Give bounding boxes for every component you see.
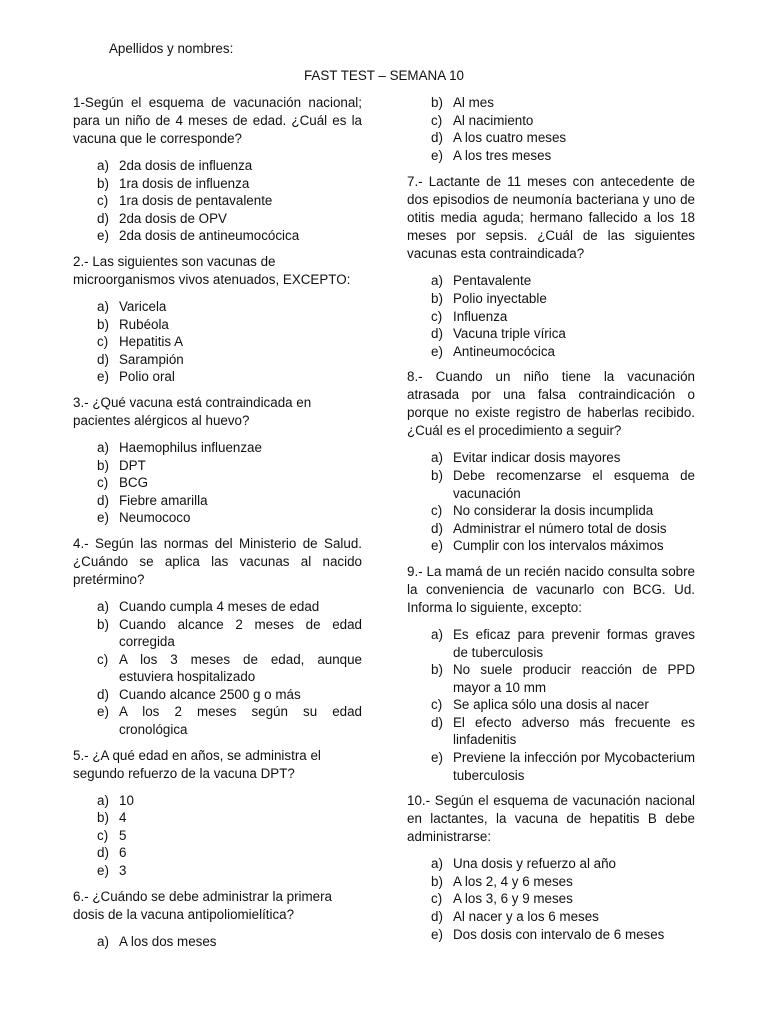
question-text: 5.- ¿A qué edad en años, se administra el segundo refuerzo de la vacuna DPT? <box>73 747 321 781</box>
option <box>407 661 695 696</box>
option-text: Cuando alcance 2500 g o más <box>119 686 301 702</box>
option-text: Evitar indicar dosis mayores <box>453 450 621 466</box>
option <box>73 333 362 351</box>
option-text: A los 3, 6 y 9 meses <box>453 891 573 907</box>
option-text: 3 <box>119 863 127 879</box>
option-letter: d) <box>431 714 443 730</box>
option-letter: d) <box>97 845 109 861</box>
option-text: Es eficaz para prevenir formas graves de tuberculosis <box>453 626 695 660</box>
option-text: 2da dosis de antineumocócica <box>119 228 300 244</box>
option-letter: c) <box>431 503 443 519</box>
option <box>73 651 362 686</box>
option-text: Vacuna triple vírica <box>453 326 566 342</box>
question-4 <box>73 535 362 739</box>
option-letter: c) <box>97 827 109 843</box>
option-letter: b) <box>431 290 443 306</box>
left-column <box>73 94 362 958</box>
option-letter: e) <box>431 538 443 554</box>
option-letter: d) <box>97 351 109 367</box>
option <box>73 686 362 704</box>
question-text: 1-Según el esquema de vacunación nacional; para un niño de 4 meses de edad. ¿Cuál es la vacuna que le corresponde? <box>73 95 362 146</box>
options-list <box>407 855 695 943</box>
option-text: 5 <box>119 827 127 843</box>
option <box>73 298 362 316</box>
option-letter: e) <box>97 863 109 879</box>
option-letter: e) <box>431 147 443 163</box>
option-letter: d) <box>97 492 109 508</box>
option-letter: a) <box>431 273 443 289</box>
option <box>407 714 695 749</box>
option-text: Polio oral <box>119 369 175 385</box>
option <box>407 129 695 147</box>
option <box>407 855 695 873</box>
option-text: Sarampión <box>119 351 184 367</box>
option-text: Antineumocócica <box>453 343 555 359</box>
option-text: Neumococo <box>119 510 191 526</box>
option-text: A los 2, 4 y 6 meses <box>453 873 573 889</box>
option-letter: c) <box>431 697 443 713</box>
option <box>73 368 362 386</box>
option-letter: a) <box>431 856 443 872</box>
page-title: FAST TEST – SEMANA 10 <box>303 68 464 83</box>
option-text: 1ra dosis de influenza <box>119 175 250 191</box>
option-letter: e) <box>97 369 109 385</box>
option-letter: c) <box>431 308 443 324</box>
options-list <box>73 933 362 951</box>
option-letter: d) <box>97 686 109 702</box>
option <box>73 439 362 457</box>
option-text: Pentavalente <box>453 273 532 289</box>
question-8 <box>407 368 695 555</box>
option-letter: b) <box>431 662 443 678</box>
option <box>407 696 695 714</box>
option-text: 2da dosis de influenza <box>119 158 253 173</box>
options-list <box>407 94 695 164</box>
option-letter: b) <box>97 175 109 191</box>
option-text: Administrar el número total de dosis <box>453 520 667 536</box>
option <box>407 290 695 308</box>
option <box>407 467 695 502</box>
option-letter: c) <box>97 651 109 667</box>
option-text: Previene la infección por Mycobacterium tuberculosis <box>453 750 695 783</box>
option-text: Se aplica sólo una dosis al nacer <box>453 697 649 713</box>
option-letter: d) <box>97 210 109 226</box>
option <box>73 492 362 510</box>
question-2 <box>73 253 362 386</box>
option <box>73 844 362 862</box>
question-text: 4.- Según las normas del Ministerio de Salud. ¿Cuándo se aplica las vacunas al nacido pretérmino? <box>73 535 362 587</box>
option-letter: a) <box>431 626 443 642</box>
options-list <box>407 626 695 784</box>
question-6 <box>73 888 362 951</box>
option-letter: a) <box>97 298 109 314</box>
option <box>407 94 695 112</box>
option-letter: a) <box>431 450 443 466</box>
option-letter: c) <box>431 891 443 907</box>
right-column <box>407 94 695 951</box>
option-text: 4 <box>119 810 127 826</box>
option <box>73 157 362 175</box>
option <box>407 502 695 520</box>
option-text: Al mes <box>453 95 494 110</box>
options-list <box>407 272 695 360</box>
question-text: 10.- Según el esquema de vacunación nacional en lactantes, la vacuna de hepatitis B debe administrarse: <box>407 793 695 845</box>
option <box>73 792 362 810</box>
option-letter: c) <box>97 475 109 491</box>
option <box>73 192 362 210</box>
option-text: El efecto adverso más frecuente es linfadenitis <box>453 714 695 748</box>
option <box>73 227 362 245</box>
question-10 <box>407 792 695 943</box>
option <box>407 926 695 944</box>
option-text: Haemophilus influenzae <box>119 439 262 455</box>
option <box>407 537 695 555</box>
option-letter: d) <box>431 326 443 342</box>
option <box>407 520 695 538</box>
options-list <box>73 439 362 527</box>
option <box>407 449 695 467</box>
option <box>407 890 695 908</box>
option-letter: a) <box>97 933 109 949</box>
option <box>407 873 695 891</box>
option-text: BCG <box>119 475 149 491</box>
question-text: 7.- Lactante de 11 meses con antecedente de dos episodios de neumonía bacteriana y uno de otitis media aguda; hermano fallecido a los 18 meses por sepsis. ¿Cuál de las siguientes vacunas esta contraindicada? <box>407 174 695 262</box>
option-text: A los dos meses <box>119 933 217 949</box>
options-list <box>73 792 362 880</box>
option-text: A los 2 meses según su edad cronológica <box>119 704 362 738</box>
option-text: 6 <box>119 845 127 861</box>
option-letter: b) <box>97 810 109 826</box>
option-text: No considerar la dosis incumplida <box>453 503 654 519</box>
option <box>407 112 695 130</box>
option-text: Cumplir con los intervalos máximos <box>453 538 664 554</box>
option <box>73 509 362 527</box>
option <box>73 175 362 193</box>
option-letter: d) <box>431 130 443 146</box>
option-text: Rubéola <box>119 316 169 332</box>
option-letter: c) <box>431 112 443 128</box>
option <box>73 933 362 951</box>
option <box>73 210 362 228</box>
option-letter: c) <box>97 193 109 209</box>
option-text: No suele producir reacción de PPD mayor a 10 mm <box>453 662 695 695</box>
option <box>407 908 695 926</box>
option-letter: a) <box>97 158 109 173</box>
option <box>73 474 362 492</box>
option <box>407 308 695 326</box>
option <box>407 325 695 343</box>
option-letter: d) <box>431 909 443 925</box>
option <box>73 703 362 738</box>
options-list <box>73 157 362 245</box>
option-text: Polio inyectable <box>453 290 547 306</box>
option-letter: b) <box>431 95 443 110</box>
option-letter: e) <box>97 228 109 244</box>
option <box>407 343 695 361</box>
option <box>407 626 695 661</box>
option-text: A los 3 meses de edad, aunque estuviera hospitalizado <box>119 651 362 685</box>
option-letter: b) <box>431 873 443 889</box>
question-text: 3.- ¿Qué vacuna está contraindicada en pacientes alérgicos al huevo? <box>73 394 312 428</box>
option <box>407 147 695 165</box>
option-text: 2da dosis de OPV <box>119 210 227 226</box>
option <box>407 272 695 290</box>
option <box>407 749 695 784</box>
option-letter: a) <box>97 439 109 455</box>
option-text: Varicela <box>119 298 167 314</box>
options-list <box>73 298 362 386</box>
question-3 <box>73 394 362 527</box>
question-5 <box>73 747 362 880</box>
option-text: Dos dosis con intervalo de 6 meses <box>453 926 665 942</box>
question-text: 6.- ¿Cuándo se debe administrar la primera dosis de la vacuna antipoliomielítica? <box>73 888 333 922</box>
option-letter: b) <box>97 616 109 632</box>
option-text: A los cuatro meses <box>453 130 567 146</box>
options-list <box>407 449 695 555</box>
question-text: 2.- Las siguientes son vacunas de microorganismos vivos atenuados, EXCEPTO: <box>73 253 351 287</box>
question-9 <box>407 563 695 784</box>
option-letter: e) <box>431 750 443 766</box>
option-text: Al nacimiento <box>453 112 534 128</box>
option-letter: e) <box>431 343 443 359</box>
option-text: Cuando alcance 2 meses de edad corregida <box>119 616 362 650</box>
option-text: Fiebre amarilla <box>119 492 208 508</box>
option-letter: b) <box>431 467 443 483</box>
option-text: Hepatitis A <box>119 334 184 350</box>
option-text: A los tres meses <box>453 147 552 163</box>
options-list <box>73 598 362 739</box>
option-letter: e) <box>97 510 109 526</box>
name-label: Apellidos y nombres: <box>109 41 234 56</box>
option <box>73 316 362 334</box>
option-letter: b) <box>97 457 109 473</box>
option-letter: a) <box>97 792 109 808</box>
option-letter: e) <box>431 926 443 942</box>
option-text: Debe recomenzarse el esquema de vacunación <box>453 467 695 501</box>
option-text: DPT <box>119 457 146 473</box>
question-7 <box>407 173 695 360</box>
option-letter: e) <box>97 704 109 720</box>
option <box>73 827 362 845</box>
option <box>73 616 362 651</box>
option-text: Una dosis y refuerzo al año <box>453 856 617 872</box>
question-1 <box>73 94 362 245</box>
option-text: 1ra dosis de pentavalente <box>119 193 273 209</box>
option <box>73 809 362 827</box>
option <box>73 351 362 369</box>
option-text: Cuando cumpla 4 meses de edad <box>119 598 320 614</box>
question-6-continued <box>407 94 695 164</box>
option-text: Al nacer y a los 6 meses <box>453 909 599 925</box>
option <box>73 862 362 880</box>
option <box>73 598 362 616</box>
option-letter: d) <box>431 520 443 536</box>
option <box>73 457 362 475</box>
question-text: 8.- Cuando un niño tiene la vacunación atrasada por una falsa contraindicación o porque no existe registro de haberlas recibido. ¿Cuál es el procedimiento a seguir? <box>407 369 695 439</box>
option-letter: c) <box>97 334 109 350</box>
option-text: 10 <box>119 792 134 808</box>
question-text: 9.- La mamá de un recién nacido consulta sobre la conveniencia de vacunarlo con BCG. Ud. Informa lo siguiente, excepto: <box>407 563 695 615</box>
option-letter: b) <box>97 316 109 332</box>
option-text: Influenza <box>453 308 508 324</box>
option-letter: a) <box>97 598 109 614</box>
